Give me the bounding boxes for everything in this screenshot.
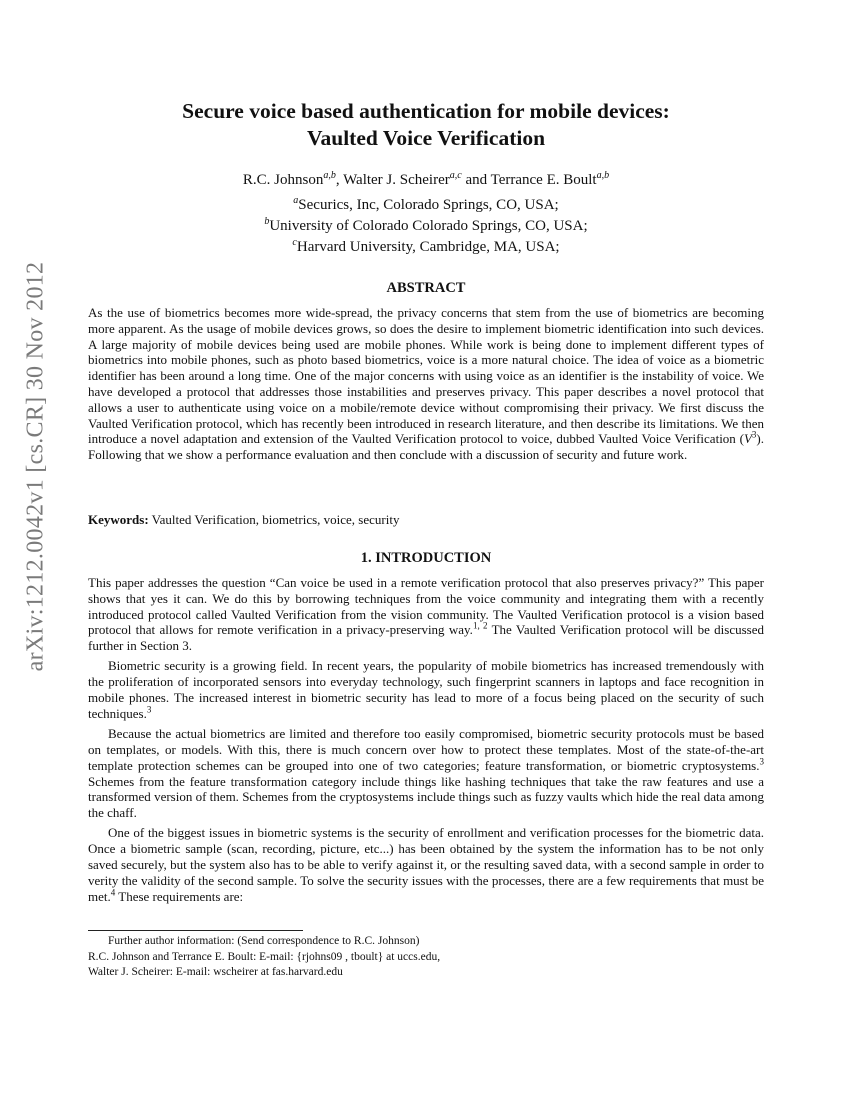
affiliation-line (90, 195, 762, 216)
affiliation-list (90, 195, 762, 258)
paper-title (90, 98, 762, 152)
introduction-heading: 1. INTRODUCTION (360, 550, 492, 566)
keywords-label: Keywords: (88, 512, 149, 527)
author-separator: , (335, 172, 344, 188)
intro-text: Biometric security is a growing field. In recent years, the popularity of mobile biometrics has increased tremendously with the proliferation of incorporated sensors into everyday technology, such fingerprint scanners in laptops and face recognition in mobile phones. The increased interest in biometric security has lead to more of a focus being placed on the security of such techniques. (88, 658, 764, 721)
abstract-text: As the use of biometrics becomes more wide-spread, the privacy concerns that stem from the use of biometrics are becoming more apparent. As the usage of mobile devices grows, so does the desire to implement biometric identification into such devices. A large majority of mobile devices being used are mobile phones. While work is being done to implement different types of biometrics into mobile phones, such as photo based biometrics, voice is a more natural choice. The idea of voice as a biometric identifier has been around a long time. One of the major concerns with using voice as an identifier is the instability of voice. We have developed a protocol that addresses those instabilities and preserves privacy. This paper describes a novel protocol that allows a user to authenticate using voice on a mobile/remote device without compromising their privacy. We first discuss the Vaulted Verification protocol, which has recently been introduced in research literature, and then describe its limitations. We then introduce a novel adaptation and extension of the Vaulted Verification protocol to voice, dubbed Vaulted Voice Verification ( (88, 305, 764, 447)
affiliation-mark: c (292, 237, 297, 248)
affiliation-mark: b (264, 216, 270, 227)
keywords-line (88, 512, 764, 528)
citation-mark: 3 (759, 756, 764, 767)
affiliation-line (90, 216, 762, 237)
intro-paragraph-1 (88, 575, 764, 654)
title-line-1: Secure voice based authentication for mobile devices: (182, 99, 670, 123)
author-separator: and (461, 172, 491, 188)
abstract-body (88, 305, 764, 463)
abstract-heading: ABSTRACT (386, 280, 466, 296)
author-name: Walter J. Scheirer (343, 172, 450, 188)
abstract-paragraph (88, 305, 764, 463)
footnotes (88, 934, 764, 981)
intro-text: This paper addresses the question “Can voice be used in a remote verification protocol that also preserves privacy?” This paper shows that yes it can. We do this by borrowing techniques from the voice community and integrating them with a recently introduced protocol called Vaulted Verification from the vision community. The Vaulted Verification protocol is a vision based protocol that allows for remote verification in a privacy-preserving way. (88, 575, 764, 638)
intro-paragraph-2 (88, 658, 764, 721)
intro-text: The Vaulted Verification protocol will be discussed further in Section 3. (88, 622, 764, 654)
intro-paragraph-3 (88, 726, 764, 821)
citation-mark: 4 (110, 887, 116, 898)
intro-text: Because the actual biometrics are limited and therefore too easily compromised, biometric security protocols must be based on templates, or models. With this, there is much concern over how to protect these templates. Most of the state-of-the-art template protection schemes can be grouped into one of two categories; feature transformation, or biometric cryptosystems. (88, 726, 764, 773)
footnote-line: Further author information: (Send correspondence to R.C. Johnson) (108, 935, 420, 947)
footnote-line: Walter J. Scheirer: E-mail: wscheirer at fas.harvard.edu (88, 966, 343, 978)
author-affiliation-mark: a,b (323, 170, 336, 181)
author-affiliation-mark: a,b (596, 170, 610, 181)
affiliation-text: Harvard University, Cambridge, MA, USA; (296, 239, 560, 255)
author-name: R.C. Johnson (242, 172, 324, 188)
abstract-v3-symbol: V (743, 431, 752, 447)
abstract-v3-superscript: 3 (751, 430, 757, 441)
author-affiliation-mark: a,c (449, 170, 462, 181)
affiliation-text: University of Colorado Colorado Springs, CO, USA; (269, 218, 588, 234)
affiliation-line (90, 237, 762, 258)
author-name: Terrance E. Boult (490, 172, 597, 188)
footnote-line: R.C. Johnson and Terrance E. Boult: E-mail: {rjohns09 , tboult} at uccs.edu, (88, 950, 441, 963)
intro-text: These requirements are: (115, 888, 244, 904)
affiliation-mark: a (293, 195, 299, 206)
author-list (90, 170, 762, 190)
arxiv-identifier-text: arXiv:1212.0042v1 [cs.CR] 30 Nov 2012 (22, 261, 49, 671)
affiliation-text: Securics, Inc, Colorado Springs, CO, USA; (298, 197, 559, 213)
abstract-text-tail: ). Following that we show a performance evaluation and then conclude with a discussion of security and future work. (88, 431, 764, 463)
citation-mark: 1, 2 (472, 621, 488, 632)
arxiv-identifier-stamp (18, 261, 54, 671)
keywords-text: Vaulted Verification, biometrics, voice, security (148, 512, 400, 527)
intro-text: Schemes from the feature transformation category include things like hashing techniques that take the raw features and use a transformed version of them. Schemes from the cryptosystems include things such as fuzzy vaults which hide the real data among the chaff. (88, 773, 764, 821)
introduction-body (88, 575, 764, 909)
intro-paragraph-4 (88, 825, 764, 904)
footnote-divider (88, 930, 303, 931)
title-line-2: Vaulted Voice Verification (306, 126, 546, 150)
citation-mark: 3 (146, 704, 152, 715)
intro-text: One of the biggest issues in biometric systems is the security of enrollment and verification processes for the biometric data. Once a biometric sample (scan, recording, picture, etc...) has been obtained by the system the information has to be not only saved securely, but the system also has to be able to verify against it, or the resulting saved data, with a second sample in order to verity the validity of the second sample. To solve the security issues with the processes, there are a few requirements that must be met. (88, 825, 764, 904)
